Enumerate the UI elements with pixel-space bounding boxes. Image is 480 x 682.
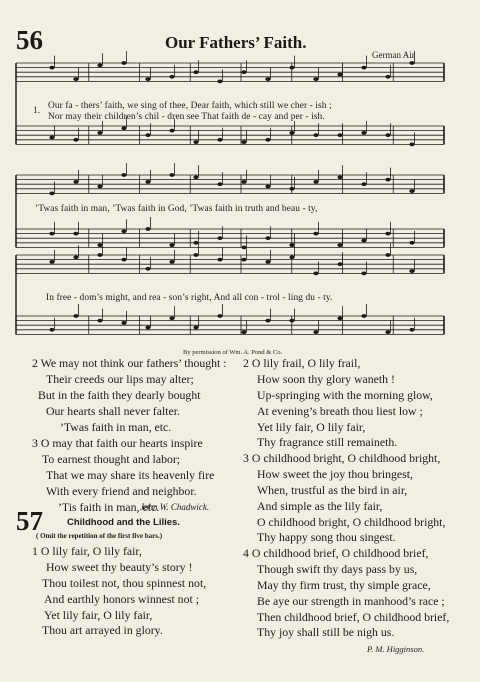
verse-line: May thy firm trust, thy simple grace, (257, 577, 431, 592)
note-head (193, 140, 198, 144)
verse-line: O childhood brief, O childhood brief, (251, 546, 429, 560)
hymn56-verse-2 (32, 356, 227, 435)
note-head (49, 66, 54, 70)
note-head (121, 126, 126, 130)
note-head (97, 131, 102, 135)
note-head (313, 232, 318, 236)
verse-line: O may that faith our hearts inspire (40, 436, 203, 450)
note-head (241, 258, 246, 262)
verse-line: O lily frail, O lily frail, (251, 356, 361, 370)
note-head (49, 232, 54, 236)
verse-line: O lily fair, O lily fair, (40, 544, 142, 558)
note-head (169, 75, 174, 79)
note-head (193, 253, 198, 257)
verse-1-number: 1. (33, 106, 41, 116)
note-head (385, 330, 390, 334)
note-head (169, 316, 174, 320)
verse-line: With every friend and neighbor. (46, 483, 197, 498)
note-head (265, 236, 270, 240)
note-head (265, 319, 270, 323)
verse-line: Thou toilest not, thou spinnest not, (42, 575, 207, 590)
verse-line: O childhood bright, O childhood bright, (251, 451, 441, 465)
hymn57-verse-1 (32, 544, 206, 639)
verse-line: At evening’s breath thou liest low ; (257, 403, 423, 418)
note-head (49, 260, 54, 264)
verse-line: Yet lily fair, O lily fair, (44, 607, 153, 622)
note-head (121, 229, 126, 233)
verse-line: ’Tis faith in man, etc. (58, 499, 160, 514)
author-chadwick: John W. Chadwick. (140, 502, 210, 512)
verse-line: How soon thy glory waneth ! (257, 371, 395, 386)
note-head (121, 258, 126, 262)
verse-number: 3 (32, 436, 38, 450)
verse-line: When, trustful as the bird in air, (257, 482, 408, 497)
note-head (217, 138, 222, 142)
note-head (337, 73, 342, 77)
note-head (241, 140, 246, 144)
hymn57-verse-3 (243, 451, 445, 546)
note-head (409, 189, 414, 193)
note-head (361, 131, 366, 135)
note-head (121, 173, 126, 177)
verse-number: 4 (243, 546, 249, 560)
note-head (97, 185, 102, 189)
verse-line: Thy happy song thou singest. (257, 530, 396, 545)
note-head (217, 182, 222, 186)
note-head (361, 66, 366, 70)
note-head (97, 243, 102, 247)
note-head (73, 255, 78, 259)
note-head (385, 75, 390, 79)
note-head (289, 131, 294, 135)
verse-line: Thy joy shall still be nigh us. (257, 625, 395, 640)
note-head (145, 267, 150, 271)
note-head (49, 328, 54, 332)
verse-number: 1 (32, 544, 38, 558)
verse-line: Yet lily fair, O lily fair, (257, 419, 366, 434)
verse-line: Be aye our strength in manhood’s race ; (257, 593, 445, 608)
verse-line: Up-springing with the morning glow, (257, 387, 433, 402)
note-head (145, 326, 150, 330)
note-head (73, 232, 78, 236)
note-head (169, 243, 174, 247)
note-head (409, 328, 414, 332)
verse-line: Then childhood brief, O childhood brief, (257, 609, 450, 624)
hymn57-note: ( Omit the repetition of the first five bars.) (36, 532, 163, 540)
note-head (289, 319, 294, 323)
note-head (313, 180, 318, 184)
note-head (217, 258, 222, 262)
verse-line: How sweet the joy thou bringest, (257, 466, 413, 481)
note-head (193, 326, 198, 330)
note-head (97, 319, 102, 323)
note-head (313, 330, 318, 334)
note-head (409, 241, 414, 245)
note-head (265, 260, 270, 264)
lyric-line-3: In free - dom’s might, and rea - son’s right, And all con - trol - ling du - ty. (46, 293, 333, 303)
verse-line: How sweet thy beauty’s story ! (46, 559, 193, 574)
note-head (313, 133, 318, 137)
note-head (385, 232, 390, 236)
verse-line: That we may share its heavenly fire (46, 467, 215, 482)
note-head (145, 77, 150, 81)
note-head (337, 243, 342, 247)
hymn57-verse-2 (243, 356, 433, 451)
note-head (169, 129, 174, 133)
note-head (265, 77, 270, 81)
note-head (361, 314, 366, 318)
verse-number: 3 (243, 451, 249, 465)
note-head (385, 133, 390, 137)
verse-line: ’Twas faith in man, etc. (60, 419, 172, 434)
note-head (217, 236, 222, 240)
verse-line: Thy fragrance still remaineth. (257, 435, 398, 450)
hymn-title-56: Our Fathers’ Faith. (165, 33, 307, 52)
note-head (241, 246, 246, 250)
note-head (145, 180, 150, 184)
verse-line: And simple as the lily fair, (257, 498, 383, 513)
lyric-line-1b: Nor may their children’s chil - dren see That faith de - cay and per - ish. (48, 112, 325, 122)
note-head (313, 77, 318, 81)
note-head (217, 314, 222, 318)
note-head (97, 253, 102, 257)
note-head (265, 138, 270, 142)
verse-line: Our hearts shall never falter. (46, 403, 180, 418)
note-head (265, 185, 270, 189)
lyric-line-2: ’Twas faith in man, ’Twas faith in God, ’Twas faith in truth and beau - ty, (35, 204, 318, 214)
permission-note: By permission of Wm. A. Pond & Co. (183, 349, 283, 356)
note-head (121, 321, 126, 325)
note-head (361, 239, 366, 243)
lyric-line-1a: Our fa - thers’ faith, we sing of thee, Dear faith, which still we cher - ish ; (48, 101, 332, 111)
hymn57-verse-4 (243, 546, 449, 641)
note-head (361, 272, 366, 276)
verse-line: To earnest thought and labor; (42, 451, 181, 466)
note-head (337, 262, 342, 266)
note-head (97, 63, 102, 67)
note-head (217, 80, 222, 84)
verse-line: And earthly honors winnest not ; (44, 591, 199, 606)
note-head (193, 70, 198, 74)
hymn-title-57: Childhood and the Lilies. (67, 517, 180, 528)
tune-name: German Air (372, 50, 415, 60)
verse-line: Though swift thy days pass by us, (257, 561, 418, 576)
verse-line: O childhood bright, O childhood bright, (257, 514, 446, 529)
note-head (49, 136, 54, 140)
note-head (289, 255, 294, 259)
note-head (337, 133, 342, 137)
note-head (385, 253, 390, 257)
note-head (409, 61, 414, 65)
note-head (241, 70, 246, 74)
note-head (241, 180, 246, 184)
note-head (193, 241, 198, 245)
note-head (73, 138, 78, 142)
note-head (409, 143, 414, 147)
note-head (73, 180, 78, 184)
note-head (361, 182, 366, 186)
note-head (337, 175, 342, 179)
note-head (289, 187, 294, 191)
verse-line: Their creeds our lips may alter; (46, 371, 194, 386)
verse-number: 2 (243, 356, 249, 370)
note-head (409, 269, 414, 273)
hymn-number-56: 56 (16, 25, 43, 55)
note-head (169, 260, 174, 264)
hymn-number-57: 57 (16, 506, 43, 536)
verse-number: 2 (32, 356, 38, 370)
sheet-music (0, 0, 480, 340)
note-head (49, 192, 54, 196)
note-head (313, 272, 318, 276)
note-head (169, 173, 174, 177)
note-head (145, 227, 150, 231)
note-head (73, 77, 78, 81)
note-head (289, 243, 294, 247)
note-head (121, 61, 126, 65)
verse-line: Thou art arrayed in glory. (42, 623, 163, 638)
author-higginson: P. M. Higginson. (367, 644, 425, 654)
verse-line: We may not think our fathers’ thought : (40, 356, 227, 370)
note-head (145, 133, 150, 137)
verse-line: But in the faith they dearly bought (38, 387, 201, 402)
note-head (73, 314, 78, 318)
note-head (289, 66, 294, 70)
note-head (337, 316, 342, 320)
note-head (385, 178, 390, 182)
note-head (241, 330, 246, 334)
note-head (193, 175, 198, 179)
